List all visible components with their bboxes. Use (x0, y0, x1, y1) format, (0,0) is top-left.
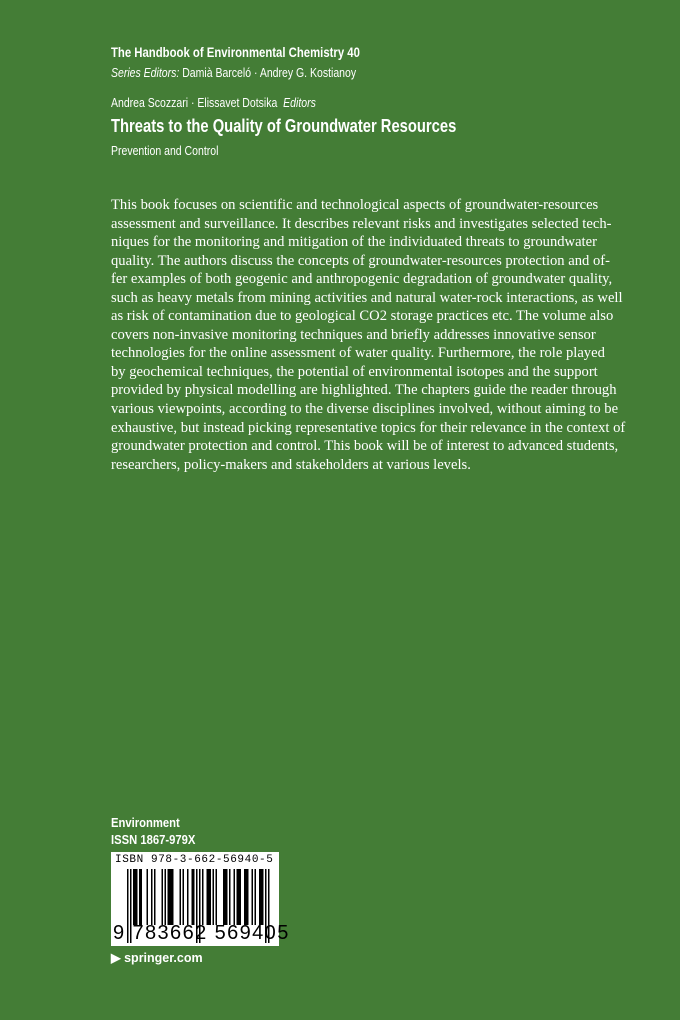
barcode-bar (169, 869, 171, 925)
barcode-bar (162, 869, 164, 925)
series-editors (111, 66, 356, 80)
barcode-bar (237, 869, 239, 925)
blurb-line: fer examples of both geogenic and anthropogenic degradation of groundwater quality, (111, 271, 613, 288)
barcode-bar (261, 869, 263, 925)
barcode-bar (147, 869, 149, 925)
blurb-line: covers non-invasive monitoring techniques and briefly addresses innovative sensor (111, 326, 596, 343)
series-title: The Handbook of Environmental Chemistry 40 (111, 45, 360, 60)
book-editors-names: Andrea Scozzari · Elissavet Dotsika (111, 96, 278, 110)
book-title: Threats to the Quality of Groundwater Resources (111, 116, 457, 136)
barcode-bar (207, 869, 209, 925)
blurb-line: niques for the monitoring and mitigation of the individuated threats to groundwater (111, 234, 597, 251)
subject-label: Environment (111, 816, 180, 830)
barcode-bar (247, 869, 249, 925)
blurb-line: exhaustive, but instead picking representative topics for their relevance in the context of (111, 419, 626, 436)
blurb-line: This book focuses on scientific and technological aspects of groundwater-resources (111, 197, 599, 213)
barcode-bar (171, 869, 173, 925)
blurb-line: provided by physical modelling are highlighted. The chapters guide the reader through (111, 382, 617, 399)
barcode-bar (139, 869, 141, 925)
barcode-bar (210, 869, 212, 925)
barcode-bar (133, 869, 135, 925)
isbn-text: ISBN 978-3-662-56940-5 (115, 854, 274, 866)
ean-digits: 9 783662 569405 (113, 922, 290, 944)
blurb-line: by geochemical techniques, the potential of environmental isotopes and the support (111, 363, 598, 380)
blurb-line: assessment and surveillance. It describes relevant risks and investigates selected tech- (111, 215, 612, 232)
barcode-bar (262, 869, 264, 925)
book-editors (111, 96, 316, 110)
barcode-bar (240, 869, 242, 925)
barcode-bar (136, 869, 138, 925)
book-editors-label: Editors (283, 96, 316, 110)
barcode-bar (202, 869, 204, 925)
barcode-bar (213, 869, 215, 925)
barcode-bar (255, 869, 257, 925)
issn: ISSN 1867-979X (111, 833, 196, 847)
barcode-bar (244, 869, 246, 925)
barcode-bar (234, 869, 236, 925)
book-subtitle: Prevention and Control (111, 144, 219, 158)
barcode-bar (259, 869, 261, 925)
blurb-line: groundwater protection and control. This book will be of interest to advanced students, (111, 438, 619, 455)
barcode-bar (223, 869, 225, 925)
barcode-bar (187, 869, 189, 925)
barcode-bar (226, 869, 228, 925)
blurb-line: various viewpoints, according to the diverse disciplines involved, without aiming to be (111, 401, 619, 418)
springer-link[interactable] (111, 950, 203, 965)
series-editors-label: Series Editors: (111, 66, 180, 80)
barcode-bar (229, 869, 231, 925)
series-editors-names: Damià Barceló · Andrey G. Kostianoy (182, 66, 357, 80)
barcode-bar (192, 869, 194, 925)
play-arrow-icon: ▶ (111, 951, 121, 965)
barcode-bar (216, 869, 218, 925)
barcode-bar (183, 869, 185, 925)
barcode-bar (151, 869, 153, 925)
barcode-bar (168, 869, 170, 925)
barcode-bar (165, 869, 167, 925)
barcode-bar (208, 869, 210, 925)
barcode-bar (180, 869, 182, 925)
barcode-bar (154, 869, 156, 925)
springer-link-text: springer.com (124, 951, 203, 965)
blurb-line: quality. The authors discuss the concepts of groundwater-resources protection and of- (111, 252, 610, 269)
blurb-line: as risk of contamination due to geological CO2 storage practices etc. The volume also (111, 308, 614, 325)
barcode-bar (141, 869, 143, 925)
barcode-bar (172, 869, 174, 925)
blurb (111, 196, 626, 474)
blurb-line: technologies for the online assessment of water quality. Furthermore, the role played (111, 345, 605, 362)
blurb-line: such as heavy metals from mining activities and natural water-rock interactions, as well (111, 289, 623, 306)
barcode-bar (193, 869, 195, 925)
barcode-bar (238, 869, 240, 925)
blurb-line: researchers, policy-makers and stakeholders at various levels. (111, 456, 471, 473)
barcode (111, 852, 290, 946)
barcode-bar (246, 869, 248, 925)
barcode-bar (225, 869, 227, 925)
barcode-bar (252, 869, 254, 925)
barcode-bar (135, 869, 137, 925)
